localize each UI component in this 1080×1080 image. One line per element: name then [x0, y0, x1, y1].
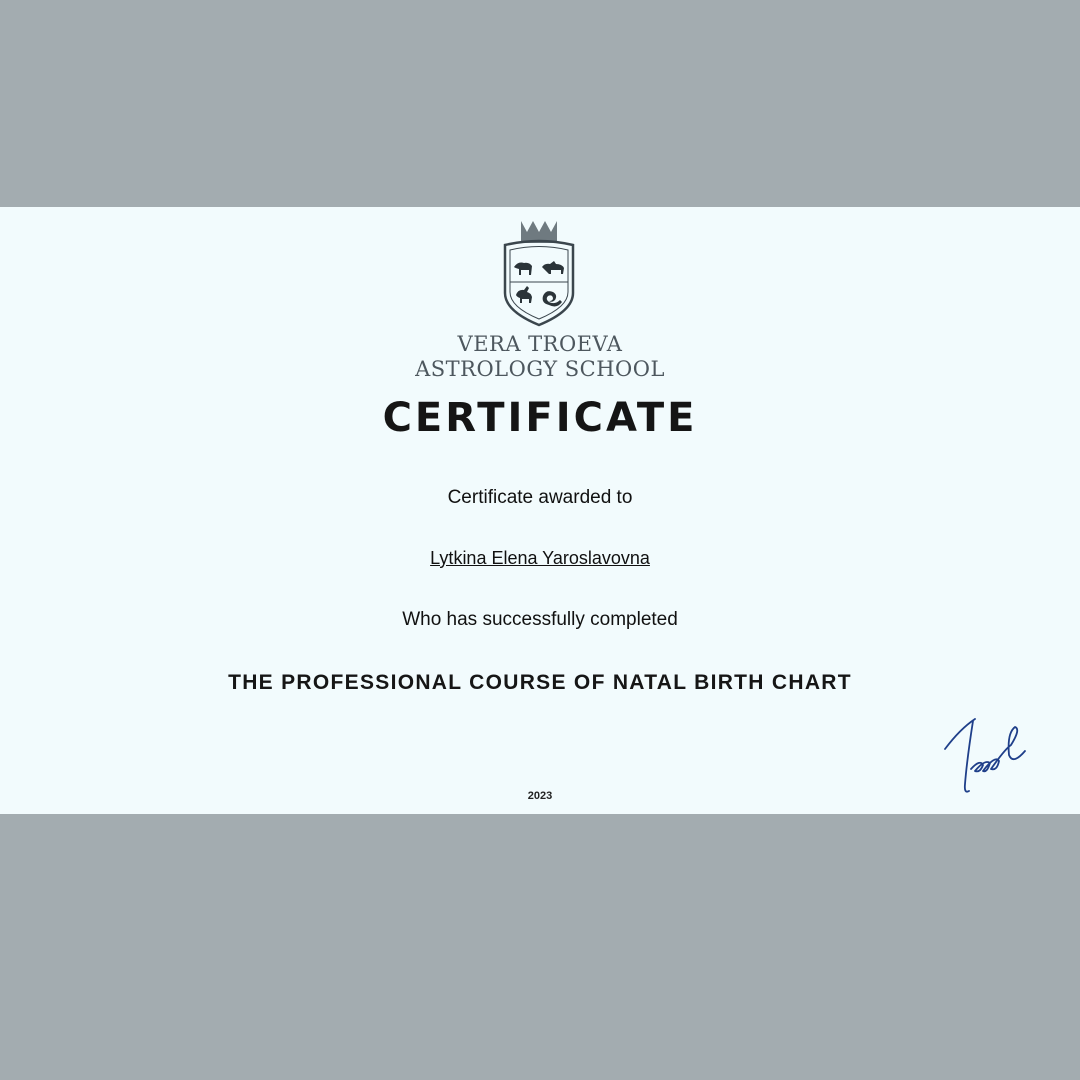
crown-icon	[521, 221, 557, 243]
completed-label: Who has successfully completed	[402, 609, 678, 630]
school-name-line-2: ASTROLOGY SCHOOL	[415, 357, 665, 381]
awarded-label: Certificate awarded to	[447, 487, 633, 508]
course-title: THE PROFESSIONAL COURSE OF NATAL BIRTH CHART	[228, 671, 852, 694]
certificate	[0, 207, 1080, 814]
crest-shield-icon	[505, 241, 573, 325]
recipient-name: Lytkina Elena Yaroslavovna	[430, 548, 650, 568]
certificate-year: 2023	[527, 790, 553, 802]
certificate-title: CERTIFICATE	[382, 395, 698, 441]
school-crest-icon	[499, 215, 579, 327]
school-name-line-1: VERA TROEVA	[457, 332, 623, 356]
